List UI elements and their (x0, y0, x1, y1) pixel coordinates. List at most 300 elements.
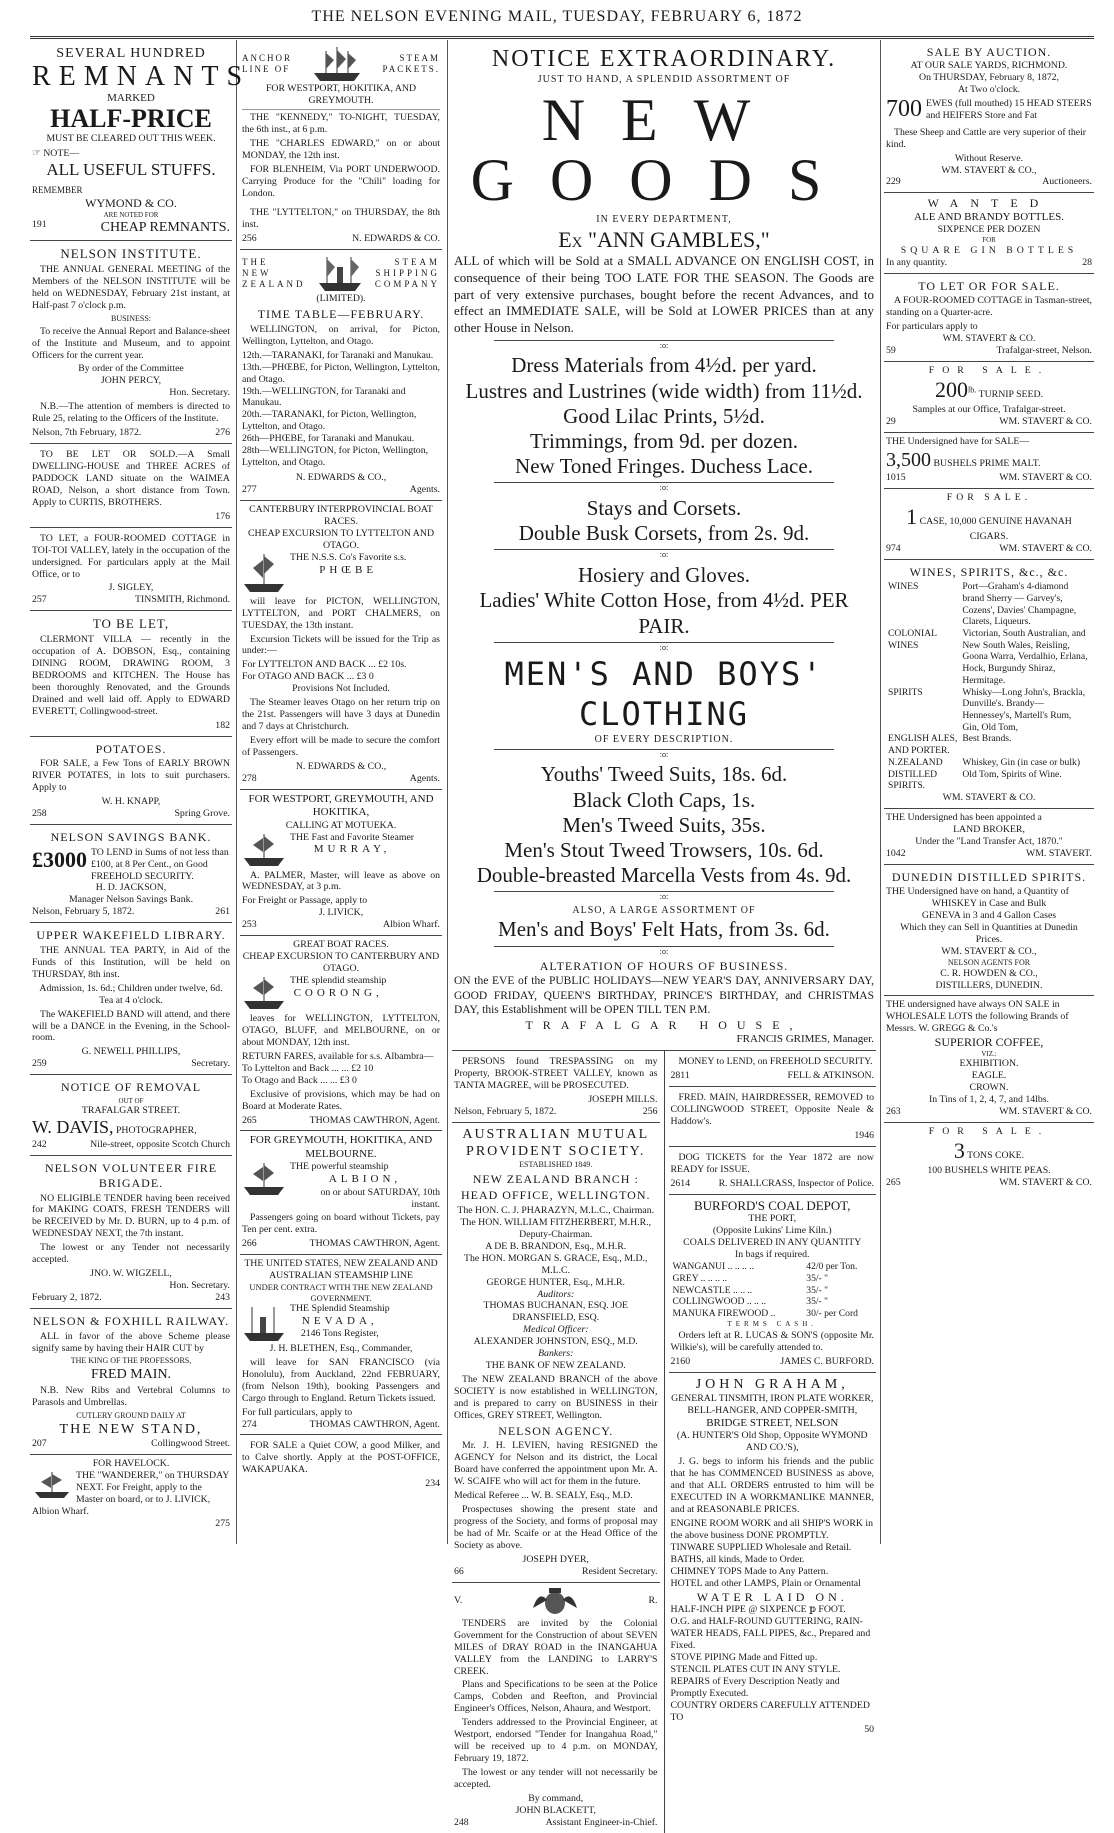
column-divider (447, 40, 448, 1544)
ad-number: 258 (32, 808, 47, 820)
railway-king: THE KING OF THE PROFESSORS, (70, 1356, 192, 1366)
amp-auditors-h: Auditors: (537, 1288, 575, 1300)
potatoes-name: W. H. KNAPP, (101, 796, 161, 808)
amp-branch: NEW ZEALAND BRANCH : (472, 1171, 639, 1186)
ad-number: 191 (32, 219, 47, 231)
cooroong-agent: THOMAS CAWTHRON, Agent. (309, 1114, 440, 1126)
column-3-lower-left (452, 1051, 665, 1833)
ad-number: 1946 (854, 1129, 874, 1141)
divider: :o: (494, 340, 834, 351)
coffee-viz: VIZ.: (981, 1049, 997, 1058)
nzs-row: 26th—PHŒBE, for Taranaki and Manukau. (242, 433, 415, 445)
wakefield-title: UPPER WAKEFIELD LIBRARY. (36, 928, 226, 943)
let-or-sold-ad (30, 444, 232, 528)
canterbury-sub: CHEAP EXCURSION TO LYTTELTON AND OTAGO. (247, 527, 435, 551)
dunedin-gen: GENEVA in 3 and 4 Gallon Cases (921, 910, 1057, 922)
coffee-tins: In Tins of 1, 2, 4, 7, and 14lbs. (928, 1094, 1050, 1106)
remnants-noted: ARE NOTED FOR (103, 210, 159, 219)
murray-ship: MURRAY, (313, 843, 391, 856)
jg-item: STENCIL PLATES CUT IN ANY STYLE. (670, 1663, 841, 1675)
cigars-firm: WM. STAVERT & CO. (999, 542, 1092, 554)
wanted-gin: SQUARE GIN BOTTLES (900, 244, 1078, 256)
anchor-blenheim: FOR BLENHEIM, Via PORT UNDERWOOD. Carrying Produce for the "Chili" loading for London. (242, 163, 440, 199)
amp-board: The HON. C. J. PHARAZYN, M.L.C., Chairman. (457, 1204, 655, 1216)
ad-number: 274 (242, 1418, 257, 1430)
price-item: COLLINGWOOD .. .. .. (672, 1296, 767, 1308)
malt-item: BUSHELS PRIME MALT. (933, 457, 1041, 469)
potatoes-ad (30, 737, 232, 825)
anchor-l: ANCHOR (242, 53, 293, 64)
nzs-role: Agents. (409, 484, 440, 495)
remnants-note: NOTE— (43, 148, 80, 160)
ship-icon (242, 552, 286, 594)
railway-title: NELSON & FOXHILL RAILWAY. (32, 1313, 230, 1328)
wakefield-body: THE ANNUAL TEA PARTY, in Aid of the Funds of this Institution, will be held on THURSDAY, 8th inst. (32, 944, 230, 980)
coal-terms: TERMS CASH. (727, 1319, 817, 1328)
amp-office: HEAD OFFICE, WELLINGTON. (460, 1188, 651, 1203)
anchor-r: STEAM (399, 53, 440, 64)
wanted-ale: ALE AND BRANDY BOTTLES. (914, 211, 1064, 224)
coal-delivered: COALS DELIVERED IN ANY QUANTITY (683, 1237, 862, 1249)
savings-bank-ad (30, 825, 232, 923)
canterbury-lead: THE N.S.S. Co's Favorite s.s. (290, 551, 407, 563)
institute-order: By order of the Committee (78, 363, 184, 375)
dunedin-spirits-ad (884, 865, 1094, 997)
ad-number: 261 (215, 906, 230, 918)
coal-title: BURFORD'S COAL DEPOT, (693, 1197, 851, 1213)
ad-number: 256 (642, 1105, 658, 1117)
canterbury-role: Agents. (409, 772, 440, 784)
turnip-unit: lb. (967, 385, 977, 395)
amp-board: The HON. WILLIAM FITZHERBERT, M.H.R., Deputy-Chairman. (460, 1216, 652, 1240)
remnants-l5: MUST BE CLEARED OUT THIS WEEK. (46, 133, 216, 145)
cottage-body: TO LET, a FOUR-ROOMED COTTAGE in TOI-TOI VALLEY, lately in the occupation of the undersigned. For particulars apply at the Mail Office, or to (32, 532, 230, 580)
price-value: 42/0 per Ton. (806, 1261, 858, 1273)
institute-title: NELSON INSTITUTE. (60, 246, 202, 262)
removal-out: OUT OF (118, 1096, 144, 1105)
ad-number: 1042 (886, 847, 906, 859)
wines-cat: WINES (888, 581, 919, 593)
price-value: 35/- " (806, 1296, 829, 1308)
jg-item: HALF-INCH PIPE @ SIXPENCE 𝕡 FOOT. (670, 1604, 846, 1616)
column-4 (884, 42, 1094, 1544)
wakefield-admission: Admission, 1s. 6d.; Children under twelve, 6d. (39, 982, 223, 994)
price-item: NEWCASTLE .. .. .. (672, 1284, 753, 1296)
crest-r: R. (648, 1594, 658, 1606)
anchor-l2: LINE OF (242, 64, 291, 74)
goods-line: Good Lilac Prints, 5½d. (563, 403, 765, 428)
removal-place: Nile-street, opposite Scotch Church (90, 1139, 230, 1151)
cottage-name: J. SIGLEY, (108, 582, 154, 594)
anchor-line-ad (240, 42, 442, 250)
crest-v: V. (454, 1594, 463, 1606)
savings-name: H. D. JACKSON, (95, 882, 167, 894)
cigars-title: FOR SALE. (946, 491, 1032, 503)
cottage-place: TINSMITH, Richmond. (135, 594, 230, 606)
wines-cat: N.ZEALAND DISTILLED SPIRITS. (888, 756, 943, 792)
wines-table (886, 581, 1092, 792)
canterbury-fare2: For OTAGO AND BACK ... £3 0 (242, 671, 374, 683)
wakefield-band: The WAKEFIELD BAND will attend, and there will be a DANCE in the Evening, in the School-room. (32, 1008, 230, 1044)
nzs-l3: ZEALAND (242, 278, 306, 289)
goods-line: Youths' Tweed Suits, 18s. 6d. (540, 762, 788, 787)
coal-bags: In bags if required. (734, 1249, 810, 1261)
coffee-brand: EXHIBITION. (959, 1058, 1019, 1070)
nevada-ship: NEVADA, (301, 1314, 378, 1327)
savings-amount: £3000 (32, 846, 87, 872)
murray-ad (240, 790, 442, 936)
nevada-master: J. H. BLETHEN, Esq., Commander, (269, 1342, 413, 1354)
dunedin-firm: WM. STAVERT & CO., (941, 945, 1037, 957)
remnants-l3: MARKED (107, 92, 155, 105)
ship-icon (242, 832, 286, 868)
havelock-title: FOR HAVELOCK. (92, 1457, 170, 1469)
notice-o2: IN EVERY DEPARTMENT, (596, 214, 732, 226)
canterbury-ship: PHŒBE (319, 563, 378, 576)
wines-row (886, 687, 1092, 734)
nz-steam-ad (240, 250, 442, 501)
goods-line: New Toned Fringes. Duchess Lace. (515, 454, 813, 479)
nzs-row: 13th.—PHŒBE, for Picton, Wellington, Lyttelton, and Otago. (242, 361, 440, 385)
broker-firm: WM. STAVERT. (1025, 847, 1092, 859)
ad-number: 229 (886, 176, 901, 188)
ad-number: 1015 (886, 472, 906, 484)
jg-item: BATHS, all kinds, Made to Order. (670, 1553, 805, 1565)
tender-lowest: The lowest or any tender will not necessarily be accepted. (454, 1767, 658, 1790)
goods-line: Trimmings, from 9d. per dozen. (529, 428, 799, 453)
institute-business: BUSINESS: (110, 313, 151, 323)
dog-tickets-ad (669, 1147, 877, 1195)
coke-title: FOR SALE. (928, 1126, 1050, 1138)
jg-item: ENGINE ROOM WORK and all SHIP'S WORK in the above business DONE PROMPTLY. (670, 1517, 874, 1541)
murray-place: Albion Wharf. (383, 919, 440, 931)
albion-ship: ALBION, (328, 1173, 402, 1186)
wines-cat: SPIRITS (888, 686, 923, 698)
ad-number: 243 (215, 1292, 230, 1303)
fire-brigade-ad (30, 1156, 232, 1309)
nzs-timetable: TIME TABLE—FEBRUARY. (257, 307, 425, 322)
auction-700: 700 (886, 96, 922, 123)
tender-tenders: Tenders addressed to the Provincial Engineer, at Westport, endorsed "Tender for Inangahua Road," will be received up to 4 p.m. on MONDAY, February 19, 1872. (454, 1717, 658, 1765)
goods-line: Ladies' White Cotton Hose, from 4½d. PER PAIR. (479, 588, 849, 638)
cooroong-excl: Exclusive of provisions, which may be had on Board at Moderate Rates. (242, 1088, 440, 1112)
alteration-heading: ALTERATION OF HOURS OF BUSINESS. (539, 959, 789, 974)
notice-heading: NOTICE EXTRAORDINARY. (491, 46, 837, 72)
tender-role: Assistant Engineer-in-Chief. (545, 1816, 658, 1828)
fire-role: Hon. Secretary. (169, 1280, 230, 1292)
nevada-apply: For full particulars, apply to (242, 1406, 353, 1418)
price-row (671, 1285, 875, 1297)
jg-title: JOHN GRAHAM, (695, 1377, 849, 1392)
savings-title: NELSON SAVINGS BANK. (50, 830, 212, 845)
anchor-agent: N. EDWARDS & CO. (352, 233, 440, 245)
price-value: 35/- " (806, 1272, 829, 1284)
masthead-rule (30, 36, 1094, 39)
trespass-name: JOSEPH MILLS. (588, 1093, 658, 1105)
railway-nb: N.B. New Ribs and Vertebral Columns to Parasols and Umbrellas. (32, 1385, 230, 1409)
dog-name: R. SHALLCRASS, Inspector of Police. (718, 1177, 874, 1189)
wines-row (886, 628, 1092, 687)
amp-med-h: Medical Officer: (522, 1324, 589, 1336)
trespass-date: Nelson, February 5, 1872. (454, 1105, 557, 1117)
tender-body: TENDERS are invited by the Colonial Government for the Construction of about SEVEN MILES of DRAY ROAD in the INANGAHUA VALLEY from the LANDING to LARRY'S CREEK. (454, 1617, 658, 1677)
nevada-ad (240, 1255, 442, 1435)
nevada-lead: THE Splendid Steamship (290, 1302, 390, 1314)
institute-date: Nelson, 7th February, 1872. (32, 427, 142, 439)
ad-number: 259 (32, 1058, 47, 1070)
column-divider (236, 40, 237, 1544)
coffee-brand: EAGLE. (971, 1070, 1007, 1082)
nevada-agent: THOMAS CAWTHRON, Agent. (309, 1418, 440, 1430)
auction-ewes: EWES (full mouthed) 15 HEAD STEERS and HEIFERS Store and Fat (926, 98, 1092, 122)
clermont-title: TO BE LET, (92, 616, 170, 632)
canterbury-body: will leave for PICTON, WELLINGTON, LYTTELTON, and PORT CHALMERS, on TUESDAY, the 13th instant. (242, 595, 440, 631)
trafalgar-house: TRAFALGAR HOUSE, (525, 1018, 803, 1033)
auction-role: Auctioneers. (1042, 176, 1092, 188)
turnip-samples: Samples at our Office, Trafalgar-street. (912, 403, 1066, 415)
tolet-part: For particulars apply to (886, 321, 978, 333)
canterbury-effort: Every effort will be made to secure the comfort of Passengers. (242, 735, 440, 758)
savings-date: Nelson, February 5, 1872. (32, 906, 135, 918)
clermont-ad (30, 611, 232, 736)
wines-ad (884, 560, 1094, 809)
auction-reserve: Without Reserve. (954, 152, 1024, 164)
dunedin-title: DUNEDIN DISTILLED SPIRITS. (891, 869, 1087, 884)
nevada-title: THE UNITED STATES, NEW ZEALAND AND AUSTRALIAN STEAMSHIP LINE (244, 1258, 438, 1282)
amp-med: ALEXANDER JOHNSTON, ESQ., M.D. (473, 1336, 638, 1348)
coffee-sup: SUPERIOR COFFEE, (934, 1035, 1044, 1050)
royal-crest-icon (525, 1586, 585, 1616)
railway-cutlery: CUTLERY GROUND DAILY AT (76, 1411, 186, 1421)
goods-line: Double Busk Corsets, from 2s. 9d. (518, 521, 810, 546)
clermont-body: CLERMONT VILLA — recently in the occupation of A. DOBSON, Esq., containing DINING ROOM, DRAWING ROOM, 3 BEDROOMS and KITCHEN. The House has been thoroughly Renovated, and the Grounds Drained and well laid off. Apply to EDWARD EVERETT, Collingwood-street. (32, 634, 230, 717)
amp-auditors: THOMAS BUCHANAN, ESQ. JOE DRANSFIELD, ESQ. (483, 1300, 628, 1324)
anchor-kennedy: THE "KENNEDY," TO-NIGHT, TUESDAY, the 6th inst., at 6 p.m. (242, 109, 440, 136)
removal-trade: PHOTOGRAPHER, (115, 1125, 197, 1137)
amp-agency-body: Mr. J. H. LEVIEN, having RESIGNED the AGENCY for Nelson and its district, the Local Board have conferred the appointment upon Mr. A. W. SCAIFE who will act for them in the future. (454, 1440, 658, 1488)
fire-title: NELSON VOLUNTEER FIRE BRIGADE. (44, 1161, 218, 1190)
jg-old: (A. HUNTER'S Old Shop, Opposite WYMOND AND CO.'S), (676, 1430, 868, 1454)
jg-item: COUNTRY ORDERS CAREFULLY ATTENDED TO (670, 1699, 870, 1723)
coffee-body: THE undersigned have always ON SALE in WHOLESALE LOTS the following Brands of Messrs. W. GREGG & Co.'s (886, 999, 1069, 1035)
nzs-row: 20th.—TARANAKI, for Picton, Wellington, Lyttelton, and Otago. (242, 409, 417, 433)
coke-firm: WM. STAVERT & CO. (999, 1176, 1092, 1188)
dunedin-agents: NELSON AGENTS FOR (947, 957, 1031, 967)
goods-line: Stays and Corsets. (586, 496, 742, 521)
wakefield-name: G. NEWELL PHILLIPS, (81, 1046, 181, 1058)
wines-cat: ENGLISH ALES, AND PORTER. (888, 733, 958, 757)
ad-number: 278 (242, 772, 257, 784)
notice-body: ALL of which will be Sold at a SMALL ADVANCE ON ENGLISH COST, in consequence of their being TOO LATE FOR THE SEASON. The Goods are part of very extensive purchases, bought before the recent Advances, and to effect an IMMEDIATE SALE, will be Sold at LOWER PRICES than at any other House in Nelson. (454, 253, 874, 335)
cottage-tasman-ad (884, 274, 1094, 362)
coke-tons: TONS COKE. (967, 1150, 1025, 1162)
amp-board: A DE B. BRANDON, Esq., M.H.R. (485, 1240, 627, 1252)
canterbury-prov: Provisions Not Included. (292, 683, 390, 695)
amp-bank-h: Bankers: (538, 1348, 574, 1360)
ad-number: 263 (886, 1106, 901, 1118)
ad-number: 29 (886, 415, 896, 427)
nzs-row: 19th.—WELLINGTON, for Taranaki and Manukau. (242, 385, 406, 409)
wakefield-library-ad (30, 923, 232, 1075)
potatoes-title: POTATOES. (95, 741, 167, 756)
murray-apply: For Freight or Passage, apply to (242, 895, 368, 907)
railway-place: Collingwood Street. (151, 1437, 230, 1449)
potatoes-body: FOR SALE, a Few Tons of EARLY BROWN RIVER POTATES, in lots to suit purchasers. Apply to (32, 758, 230, 794)
fire-low: The lowest or any Tender not necessarily accepted. (32, 1242, 230, 1266)
pointing-hand-icon: ☞ (32, 148, 44, 160)
wines-firm: WM. STAVERT & CO. (942, 791, 1036, 803)
dunedin-which: Which they can Sell in Quantities at Dunedin Prices. (900, 922, 1078, 945)
ad-number: 257 (32, 594, 47, 606)
murray-title: FOR WESTPORT, GREYMOUTH, AND HOKITIKA, (248, 792, 434, 819)
turnip-amt: 200 (934, 377, 968, 403)
goods-line: Black Cloth Caps, 1s. (572, 787, 756, 812)
railway-stand: THE NEW STAND, (59, 1421, 203, 1437)
divider: :o: (494, 642, 834, 653)
jg-item: HOTEL and other LAMPS, Plain or Ornamental (670, 1577, 861, 1589)
wanted-six: SIXPENCE PER DOZEN (937, 224, 1041, 236)
jg-item: O.G. and HALF-ROUND GUTTERING, RAIN-WATER HEADS, FALL PIPES, &c., Prepared and Fixed. (670, 1616, 871, 1651)
nzs-r3: COMPANY (374, 278, 440, 289)
railway-body: ALL in favor of the above Scheme please signify same by having their HAIR CUT by (32, 1330, 230, 1354)
ad-number: 2160 (670, 1356, 691, 1368)
nevada-body: will leave for SAN FRANCISCO (via Honolulu), from Auckland, 22nd FEBRUARY, (from Nelson 19th), booking Passengers and Cargo through to England. Return Tickets issued. (242, 1356, 440, 1404)
murray-name: J. LIVICK, (318, 907, 364, 919)
coal-price-table (671, 1261, 875, 1320)
removal-name: W. DAVIS, (32, 1117, 114, 1138)
amp-bank: THE BANK OF NEW ZEALAND. (485, 1360, 626, 1372)
institute-agenda: To receive the Annual Report and Balance-sheet of the Institute and Museum, and to appoint Officers for the current year. (32, 325, 230, 361)
ad-number: 66 (454, 1565, 464, 1577)
institute-role: Hon. Secretary. (169, 387, 230, 399)
notice-o1: JUST TO HAND, A SPLENDID ASSORTMENT OF (537, 74, 791, 86)
goods-line: Men's Tweed Suits, 35s. (562, 812, 766, 837)
canterbury-title: CANTERBURY INTERPROVINCIAL BOAT RACES. (249, 503, 433, 527)
anchor-charles: THE "CHARLES EDWARD," on or about MONDAY, the 12th inst. (242, 137, 440, 161)
price-row (671, 1308, 875, 1320)
amp-society-ad (452, 1123, 660, 1583)
tender-name: JOHN BLACKETT, (515, 1804, 596, 1816)
broker-body: THE Undersigned has been appointed a (886, 811, 1042, 823)
institute-name: JOHN PERCY, (100, 375, 162, 387)
auction-yards: AT OUR SALE YARDS, RICHMOND. (910, 59, 1068, 71)
trespass-body: PERSONS found TRESPASSING on my Property, BROOK-STREET VALLEY, known as TANTA MAGREE, will be PROSECUTED. (454, 1056, 658, 1091)
wines-desc: Victorian, South Australian, and New South Wales, Reisling, Goona Warra, Verdalhio, Erlana, Hock, Burgundy Shiraz, Hermitage. (962, 628, 1088, 686)
goods-line: Men's Stout Tweed Trowsers, 10s. 6d. (504, 838, 824, 863)
amp-l2: PROVIDENT SOCIETY. (466, 1143, 646, 1159)
broker-act: Under the "Land Transfer Act, 1870." (915, 835, 1063, 847)
cooroong-fares: RETURN FARES, available for s.s. Albambra— (242, 1050, 434, 1062)
remnants-l1: SEVERAL HUNDRED (56, 46, 206, 61)
malt-firm: WM. STAVERT & CO. (999, 472, 1092, 484)
dunedin-howden: C. R. HOWDEN & CO., (940, 967, 1038, 979)
wines-row (886, 733, 1092, 756)
auction-firm: WM. STAVERT & CO., (941, 164, 1037, 176)
broker-role: LAND BROKER, (953, 823, 1025, 835)
ad-number: 265 (242, 1114, 257, 1126)
cow-ad (240, 1435, 442, 1494)
wines-desc: Port—Graham's 4-diamond brand Sherry — Garvey's, Cozens', Davies' Champagne, Clarets, Liqueurs. (962, 581, 1077, 628)
coke-qty: 3 (953, 1138, 965, 1164)
nzs-agent: N. EDWARDS & CO., (295, 472, 387, 484)
price-value: 35/- " (806, 1284, 829, 1296)
ship-icon (242, 975, 286, 1011)
institute-body: THE ANNUAL GENERAL MEETING of the Members of the NELSON INSTITUTE will be held on WEDNESDAY, February 21st instant, at Half-past 7 o'clock p.m. (32, 264, 230, 311)
letsold-body: TO BE LET OR SOLD.—A Small DWELLING-HOUSE and THREE ACRES of PADDOCK LAND situate on the WAIMEA ROAD, Nelson, a short distance from Town. Apply to CURTIS, BROTHERS. (32, 449, 230, 508)
wakefield-tea: Tea at 4 o'clock. (99, 994, 163, 1006)
canterbury-ret: The Steamer leaves Otago on her return trip on the 21st. Passengers will have 3 days at Dunedin and 7 days at Christchurch. (242, 697, 440, 733)
canterbury-agent: N. EDWARDS & CO., (295, 760, 387, 772)
ad-number: 253 (242, 919, 257, 931)
canterbury-tickets: Excursion Tickets will be issued for the Trip as under:— (242, 633, 440, 657)
goods-line: Double-breasted Marcella Vests from 4s. 9d. (476, 863, 852, 888)
money-body: MONEY to LEND, on FREEHOLD SECURITY. (678, 1056, 873, 1068)
amp-dyer-role: Resident Secretary. (581, 1565, 658, 1577)
coal-name: JAMES C. BURFORD. (780, 1356, 874, 1368)
turnip-firm: WM. STAVERT & CO. (999, 415, 1092, 427)
coal-depot-ad (669, 1195, 877, 1373)
wines-desc: Whisky—Long John's, Brackla, Dunville's. Brandy—Hennessey's, Martell's Rum, Gin, Old Tom, (962, 686, 1086, 733)
dunedin-body: THE Undersigned have on hand, a Quantity of (886, 886, 1069, 898)
ship-icon (242, 1161, 286, 1197)
malt-ad (884, 433, 1094, 489)
wines-desc: Whiskey, Gin (in case or bulk) Old Tom, Spirits of Wine. (962, 756, 1081, 780)
ad-number: 2614 (670, 1177, 691, 1189)
divider: :o: (494, 749, 834, 760)
nevada-tons: 2146 Tons Register, (300, 1328, 379, 1340)
graham-tinsmith-ad (669, 1373, 877, 1739)
ad-number: 266 (242, 1238, 257, 1250)
removal-title: NOTICE OF REMOVAL (60, 1080, 202, 1095)
trafalgar-manager: FRANCIS GRIMES, Manager. (736, 1032, 874, 1045)
jg-water: WATER LAID ON. (696, 1589, 848, 1604)
coal-port: THE PORT, (748, 1213, 797, 1225)
murray-body: A. PALMER, Master, will leave as above on WEDNESDAY, at 3 p.m. (242, 869, 440, 893)
ad-number: 256 (242, 233, 257, 245)
price-item: WANGANUI .. .. .. .. (672, 1261, 755, 1273)
cooroong-f2: To Otago and Back ... ... £3 0 (242, 1074, 357, 1086)
divider: :o: (494, 946, 834, 957)
ad-number: 276 (215, 427, 230, 439)
cooroong-title: GREAT BOAT RACES. (293, 939, 389, 951)
column-2 (240, 42, 442, 1544)
steamship-icon (317, 253, 363, 293)
remnants-l4: HALF-PRICE (50, 104, 212, 134)
jg-item: STOVE PIPING Made and Fitted up. (670, 1651, 818, 1663)
wines-desc: Best Brands. (962, 733, 1012, 745)
hairdresser-ad (669, 1087, 877, 1147)
ship-icon (32, 1470, 72, 1500)
mens-clothing-heading: MEN'S AND BOYS' CLOTHING (504, 655, 824, 733)
wakefield-role: Secretary. (191, 1058, 230, 1070)
alteration-body: ON the EVE of the PUBLIC HOLIDAYS—NEW YEAR'S DAY, ANNIVERSARY DAY, GOOD FRIDAY, QUEEN'S BIRTHDAY, PRINCE'S BIRTHDAY, and CHRISTMAS DAY, this Establishment will be OPEN TILL TEN P.M. (454, 974, 874, 1017)
also-line: ALSO, A LARGE ASSORTMENT OF (572, 905, 756, 917)
wanted-ad (884, 193, 1094, 273)
cooroong-ship: COORONG, (293, 986, 383, 999)
hats-line: Men's and Boys' Felt Hats, from 3s. 6d. (498, 917, 830, 942)
coke-ad (884, 1123, 1094, 1193)
dog-body: DOG TICKETS for the Year 1872 are now READY for ISSUE. (670, 1151, 874, 1175)
amp-est: ESTABLISHED 1849. (519, 1159, 593, 1169)
cigars-item: CASE, 10,000 GENUINE HAVANAH CIGARS. (919, 515, 1072, 542)
cow-body: FOR SALE a Quiet COW, a good Milker, and to Calve shortly. Apply at the POST-OFFICE, WAKAPUAKA. (242, 1440, 440, 1476)
havelock-body: THE "WANDERER," on THURSDAY NEXT. For Freight, apply to the Master on board, or to J. LIVICK, Albion Wharf. (32, 1469, 229, 1517)
albion-title: FOR GREYMOUTH, HOKITIKA, AND MELBOURNE. (249, 1134, 433, 1160)
wines-row (886, 757, 1092, 792)
malt-body: THE Undersigned have for SALE— (886, 435, 1030, 447)
money-name: FELL & ATKINSON. (787, 1070, 874, 1082)
auction-title: SALE BY AUCTION. (926, 45, 1052, 59)
